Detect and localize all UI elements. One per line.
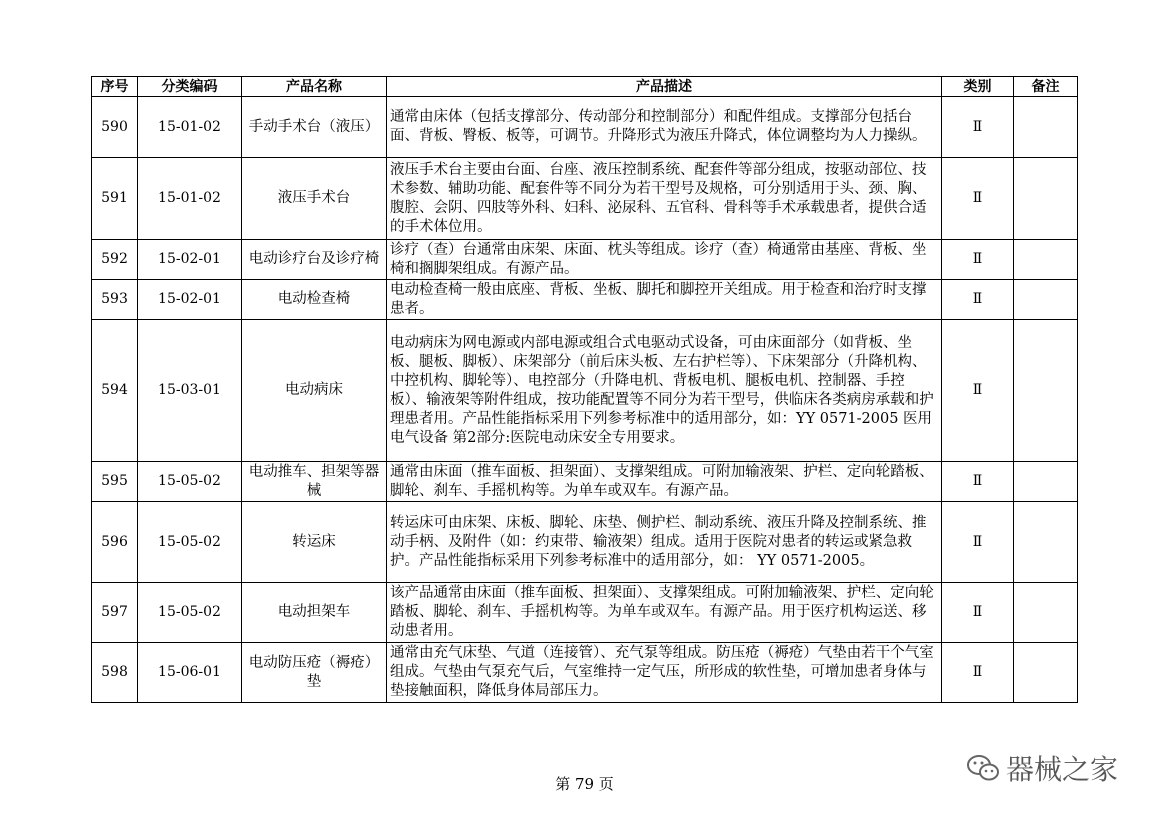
page-number: 第 79 页	[555, 775, 614, 793]
header-desc: 产品描述	[387, 77, 942, 97]
wechat-icon	[966, 753, 1000, 783]
table-row	[92, 280, 1078, 320]
header-name: 产品名称	[242, 77, 387, 97]
cell-name: 电动担架车	[242, 583, 387, 643]
cell-seq: 591	[92, 158, 138, 240]
cell-name: 电动检查椅	[242, 280, 387, 320]
cell-class: Ⅱ	[942, 502, 1014, 583]
table-row	[92, 97, 1078, 158]
cell-name: 电动病床	[242, 320, 387, 462]
cell-code: 15-02-01	[138, 240, 242, 280]
cell-class: Ⅱ	[942, 462, 1014, 502]
cell-seq: 596	[92, 502, 138, 583]
header-seq: 序号	[92, 77, 138, 97]
cell-code: 15-03-01	[138, 320, 242, 462]
table-row	[92, 502, 1078, 583]
cell-note	[1014, 643, 1078, 703]
cell-seq: 595	[92, 462, 138, 502]
header-class: 类别	[942, 77, 1014, 97]
table-row	[92, 643, 1078, 703]
cell-class: Ⅱ	[942, 158, 1014, 240]
cell-code: 15-05-02	[138, 502, 242, 583]
cell-name: 转运床	[242, 502, 387, 583]
cell-class: Ⅱ	[942, 643, 1014, 703]
cell-desc: 该产品通常由床面（推车面板、担架面）、支撑架组成。可附加输液架、护栏、定向轮踏板、脚轮、刹车、手摇机构等。为单车或双车。有源产品。用于医疗机构运送、移动患者用。	[387, 583, 942, 643]
cell-seq: 590	[92, 97, 138, 158]
cell-name: 液压手术台	[242, 158, 387, 240]
cell-note	[1014, 97, 1078, 158]
cell-desc: 液压手术台主要由台面、台座、液压控制系统、配套件等部分组成，按驱动部位、技术参数、辅助功能、配套件等不同分为若干型号及规格，可分别适用于头、颈、胸、腹腔、会阴、四肢等外科、妇科、泌尿科、五官科、骨科等手术承载患者，提供合适的手术体位用。	[387, 158, 942, 240]
cell-note	[1014, 502, 1078, 583]
cell-class: Ⅱ	[942, 280, 1014, 320]
table-row	[92, 320, 1078, 462]
cell-desc: 电动检查椅一般由底座、背板、坐板、脚托和脚控开关组成。用于检查和治疗时支撑患者。	[387, 280, 942, 320]
table-row	[92, 583, 1078, 643]
product-catalog-table	[91, 76, 1078, 703]
cell-code: 15-06-01	[138, 643, 242, 703]
cell-note	[1014, 583, 1078, 643]
cell-code: 15-01-02	[138, 97, 242, 158]
table-row	[92, 240, 1078, 280]
watermark	[966, 748, 1118, 788]
cell-name: 手动手术台（液压）	[242, 97, 387, 158]
cell-desc: 通常由充气床垫、气道（连接管）、充气泵等组成。防压疮（褥疮）气垫由若干个气室组成。气垫由气泵充气后，气室维持一定气压，所形成的软性垫，可增加患者身体与垫接触面积，降低身体局部压力。	[387, 643, 942, 703]
cell-code: 15-01-02	[138, 158, 242, 240]
cell-note	[1014, 462, 1078, 502]
header-code: 分类编码	[138, 77, 242, 97]
cell-name: 电动防压疮（褥疮）垫	[242, 643, 387, 703]
cell-desc: 诊疗（查）台通常由床架、床面、枕头等组成。诊疗（查）椅通常由基座、背板、坐椅和搁脚架组成。有源产品。	[387, 240, 942, 280]
watermark-text: 器械之家	[1006, 753, 1119, 786]
table-row	[92, 158, 1078, 240]
table-header-row	[92, 77, 1078, 97]
cell-name: 电动推车、担架等器械	[242, 462, 387, 502]
table-row	[92, 462, 1078, 502]
cell-desc: 通常由床体（包括支撑部分、传动部分和控制部分）和配件组成。支撑部分包括台面、背板、臀板、板等，可调节。升降形式为液压升降式，体位调整均为人力操纵。	[387, 97, 942, 158]
cell-note	[1014, 280, 1078, 320]
cell-seq: 598	[92, 643, 138, 703]
cell-code: 15-05-02	[138, 462, 242, 502]
header-note: 备注	[1014, 77, 1078, 97]
cell-class: Ⅱ	[942, 240, 1014, 280]
cell-seq: 592	[92, 240, 138, 280]
cell-note	[1014, 240, 1078, 280]
cell-note	[1014, 320, 1078, 462]
cell-desc: 通常由床面（推车面板、担架面）、支撑架组成。可附加输液架、护栏、定向轮踏板、脚轮、刹车、手摇机构等。为单车或双车。有源产品。	[387, 462, 942, 502]
cell-code: 15-02-01	[138, 280, 242, 320]
cell-note	[1014, 158, 1078, 240]
cell-name: 电动诊疗台及诊疗椅	[242, 240, 387, 280]
cell-class: Ⅱ	[942, 583, 1014, 643]
cell-seq: 597	[92, 583, 138, 643]
cell-code: 15-05-02	[138, 583, 242, 643]
cell-class: Ⅱ	[942, 97, 1014, 158]
cell-desc: 转运床可由床架、床板、脚轮、床垫、侧护栏、制动系统、液压升降及控制系统、推动手柄、及附件（如：约束带、输液架）组成。适用于医院对患者的转运或紧急救护。产品性能指标采用下列参考标准中的适用部分，如： YY 0571-2005。	[387, 502, 942, 583]
cell-desc: 电动病床为网电源或内部电源或组合式电驱动式设备，可由床面部分（如背板、坐板、腿板、脚板）、床架部分（前后床头板、左右护栏等）、下床架部分（升降机构、中控机构、脚轮等）、电控部分（升降电机、背板电机、腿板电机、控制器、手控板）、输液架等附件组成，按功能配置等不同分为若干型号，供临床各类病房承载和护理患者用。产品性能指标采用下列参考标准中的适用部分，如：YY 0571-2005 医用电气设备 第2部分:医院电动床安全专用要求。	[387, 320, 942, 462]
cell-seq: 594	[92, 320, 138, 462]
cell-class: Ⅱ	[942, 320, 1014, 462]
cell-seq: 593	[92, 280, 138, 320]
